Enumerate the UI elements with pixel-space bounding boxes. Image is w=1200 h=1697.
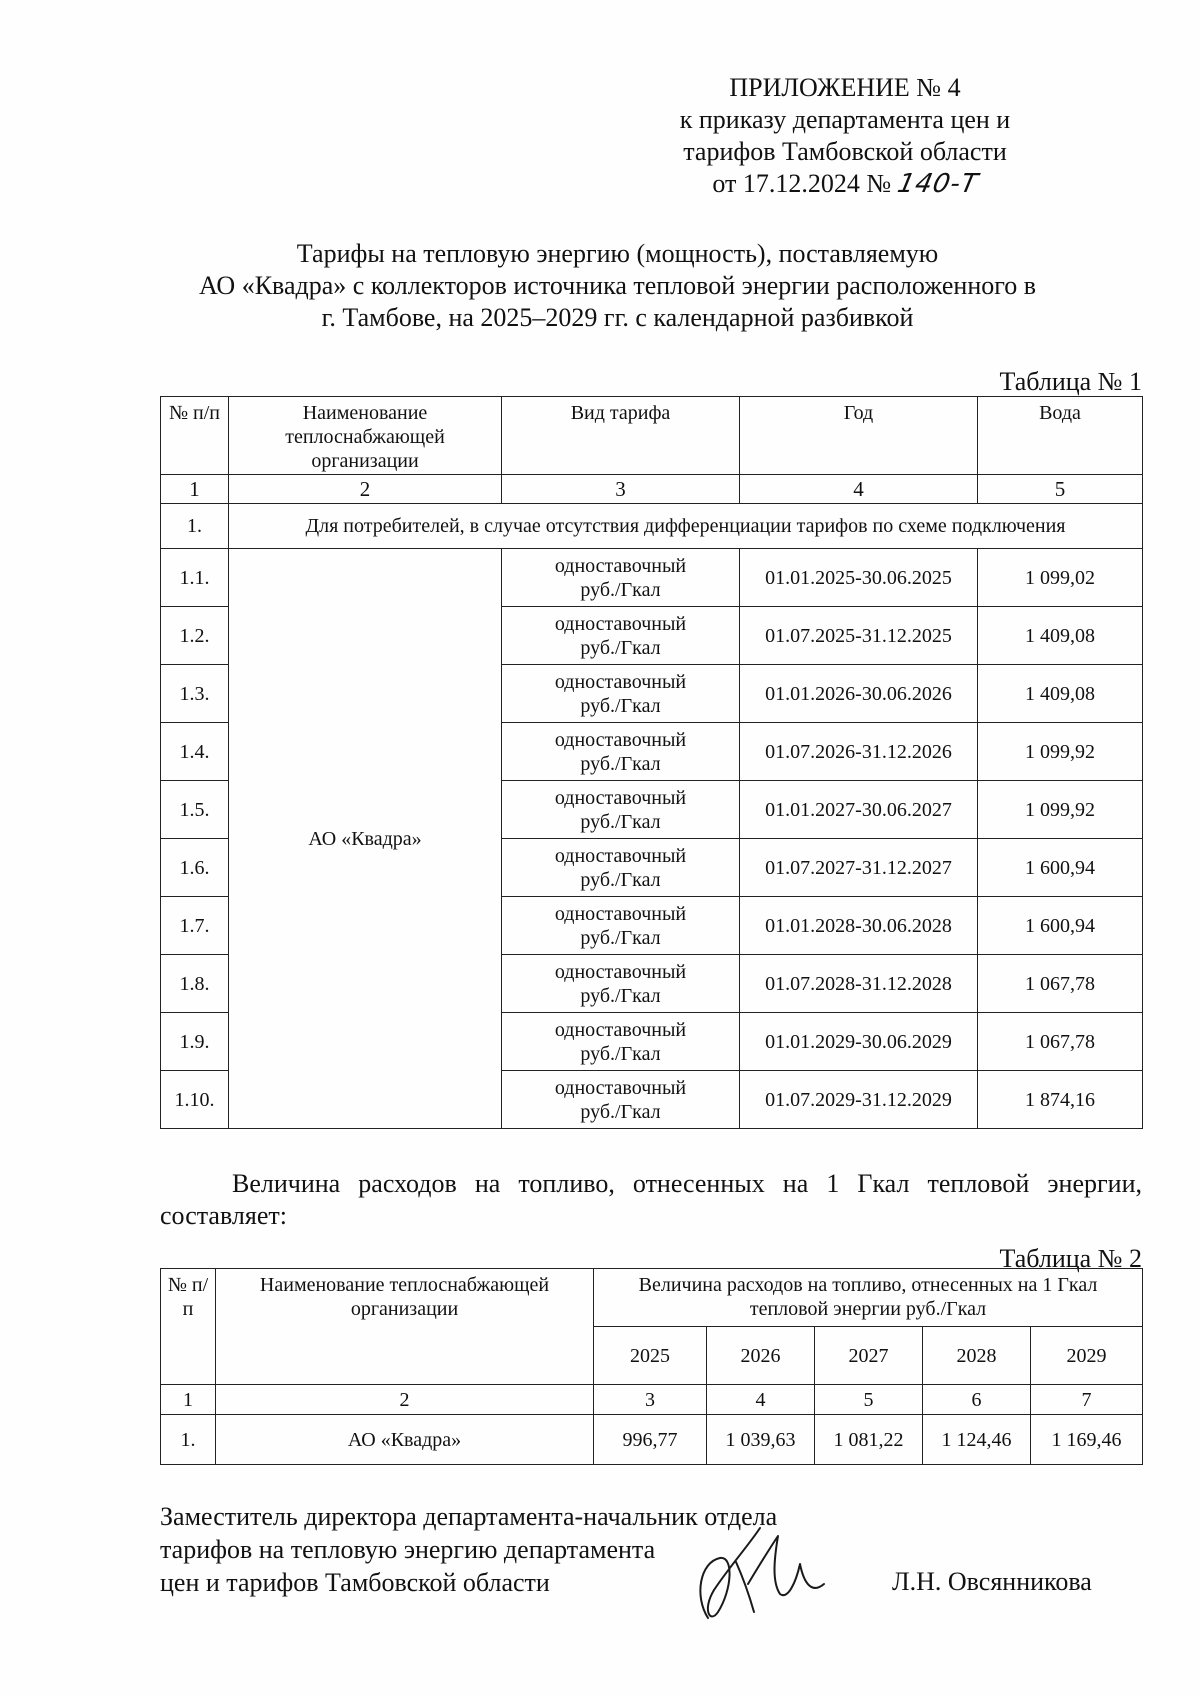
header-tariff-type: Вид тарифа [502,397,740,475]
tariff-period: 01.01.2029-30.06.2029 [740,1013,978,1071]
row-number: 1. [161,1415,216,1465]
column-number: 6 [923,1385,1031,1415]
header-organization: Наименование теплоснабжающей организации [229,397,502,475]
title-line-2: АО «Квадра» с коллекторов источника тепловой энергии расположенного в [198,271,1037,300]
row-number: 1.1. [161,549,229,607]
tariff-type-name: одноставочный [554,670,687,693]
tariff-period: 01.07.2026-31.12.2026 [740,723,978,781]
document-title [150,238,1085,334]
fuel-cost-table [160,1268,1143,1465]
tariff-value: 1 067,78 [978,1013,1143,1071]
tariff-unit: руб./Гкал [580,1042,661,1065]
column-number: 5 [815,1385,923,1415]
tariff-value: 1 600,94 [978,839,1143,897]
fuel-cost-value: 1 124,46 [923,1415,1031,1465]
tariff-type [502,607,740,665]
tariff-period: 01.01.2026-30.06.2026 [740,665,978,723]
tariff-type [502,781,740,839]
header-number: № п/п [161,1269,216,1385]
tariff-type [502,839,740,897]
row-number: 1.4. [161,723,229,781]
tariff-unit: руб./Гкал [580,926,661,949]
year-header: 2029 [1031,1327,1143,1385]
year-header: 2026 [707,1327,815,1385]
tariff-type [502,723,740,781]
row-number: 1.5. [161,781,229,839]
tariff-type [502,1071,740,1129]
tariff-type [502,549,740,607]
row-number: 1.8. [161,955,229,1013]
header-water: Вода [978,397,1143,475]
tariff-unit: руб./Гкал [580,984,661,1007]
tariff-type [502,897,740,955]
tariff-value: 1 099,92 [978,723,1143,781]
handwritten-order-number: 140-Т [894,169,981,199]
column-number: 2 [229,475,502,504]
organization-name: АО «Квадра» [216,1415,594,1465]
tariff-period: 01.01.2025-30.06.2025 [740,549,978,607]
signer-line-3: цен и тарифов Тамбовской области [160,1568,550,1597]
annex-line-2: к приказу департамента цен и [679,105,1011,134]
tariff-value: 1 409,08 [978,665,1143,723]
signer-name: Л.Н. Овсянникова [892,1567,1092,1596]
signer-line-2: тарифов на тепловую энергию департамента [160,1535,656,1564]
column-number: 7 [1031,1385,1143,1415]
tariff-value: 1 067,78 [978,955,1143,1013]
tariff-unit: руб./Гкал [580,636,661,659]
row-number: 1.3. [161,665,229,723]
tariff-value: 1 099,92 [978,781,1143,839]
tariff-value: 1 409,08 [978,607,1143,665]
signer-line-1: Заместитель директора департамента-начальник отдела [160,1502,778,1531]
tariff-type-name: одноставочный [554,728,687,751]
column-number: 3 [502,475,740,504]
tariff-type [502,955,740,1013]
fuel-cost-value: 1 081,22 [815,1415,923,1465]
header-year: Год [740,397,978,475]
tariff-unit: руб./Гкал [580,810,661,833]
table-row [161,549,1143,607]
handwritten-signature [690,1500,850,1625]
column-number: 4 [740,475,978,504]
fuel-cost-value: 996,77 [594,1415,707,1465]
table1-caption: Таблица № 1 [999,367,1142,396]
tariff-type-name: одноставочный [554,844,687,867]
row-number: 1.10. [161,1071,229,1129]
tariff-period: 01.01.2028-30.06.2028 [740,897,978,955]
title-line-3: г. Тамбове, на 2025–2029 гг. с календарной разбивкой [321,303,914,332]
table1-header-row [161,397,1143,475]
fuel-cost-paragraph: Величина расходов на топливо, отнесенных на 1 Гкал тепловой энергии, составляет: [160,1169,1142,1230]
tariff-unit: руб./Гкал [580,868,661,891]
year-header: 2027 [815,1327,923,1385]
tariff-unit: руб./Гкал [580,578,661,601]
tariff-type-name: одноставочный [554,554,687,577]
tariff-value: 1 099,02 [978,549,1143,607]
tariff-value: 1 600,94 [978,897,1143,955]
fuel-cost-value: 1 169,46 [1031,1415,1143,1465]
tariff-type [502,665,740,723]
row-number: 1.7. [161,897,229,955]
annex-line-4 [640,168,1050,200]
year-header: 2028 [923,1327,1031,1385]
tariff-type-name: одноставочный [554,612,687,635]
annex-line-3: тарифов Тамбовской области [683,137,1007,166]
fuel-cost-value: 1 039,63 [707,1415,815,1465]
title-line-1: Тарифы на тепловую энергию (мощность), поставляемую [296,239,939,268]
tariff-type-name: одноставочный [554,902,687,925]
organization-name: АО «Квадра» [229,549,502,1129]
section-row [161,504,1143,549]
column-number: 4 [707,1385,815,1415]
tariff-period: 01.07.2027-31.12.2027 [740,839,978,897]
tariff-type [502,1013,740,1071]
year-header: 2025 [594,1327,707,1385]
section-number: 1. [161,504,229,549]
tariff-unit: руб./Гкал [580,752,661,775]
column-number: 1 [161,475,229,504]
tariff-type-name: одноставочный [554,1018,687,1041]
tariff-period: 01.01.2027-30.06.2027 [740,781,978,839]
header-fuel-cost: Величина расходов на топливо, отнесенных на 1 Гкал тепловой энергии руб./Гкал [594,1269,1143,1327]
column-number: 2 [216,1385,594,1415]
row-number: 1.2. [161,607,229,665]
tariff-type-name: одноставочный [554,960,687,983]
table2-caption: Таблица № 2 [999,1244,1142,1273]
table2-header-row [161,1269,1143,1327]
tariff-type-name: одноставочный [554,1076,687,1099]
tariff-unit: руб./Гкал [580,694,661,717]
annex-header [640,72,1050,200]
table2-column-numbers [161,1385,1143,1415]
tariff-period: 01.07.2028-31.12.2028 [740,955,978,1013]
column-number: 1 [161,1385,216,1415]
section-description: Для потребителей, в случае отсутствия дифференциации тарифов по схеме подключения [229,504,1143,549]
tariff-table [160,396,1143,1129]
header-organization: Наименование теплоснабжающей организации [216,1269,594,1385]
row-number: 1.9. [161,1013,229,1071]
column-number: 3 [594,1385,707,1415]
table-row [161,1415,1143,1465]
table1-column-numbers [161,475,1143,504]
tariff-value: 1 874,16 [978,1071,1143,1129]
tariff-period: 01.07.2025-31.12.2025 [740,607,978,665]
annex-date: от 17.12.2024 № [712,169,892,198]
annex-title: ПРИЛОЖЕНИЕ № 4 [729,73,961,102]
column-number: 5 [978,475,1143,504]
tariff-period: 01.07.2029-31.12.2029 [740,1071,978,1129]
header-number: № п/п [161,397,229,475]
tariff-rows [161,549,1143,1129]
tariff-type-name: одноставочный [554,786,687,809]
row-number: 1.6. [161,839,229,897]
tariff-unit: руб./Гкал [580,1100,661,1123]
